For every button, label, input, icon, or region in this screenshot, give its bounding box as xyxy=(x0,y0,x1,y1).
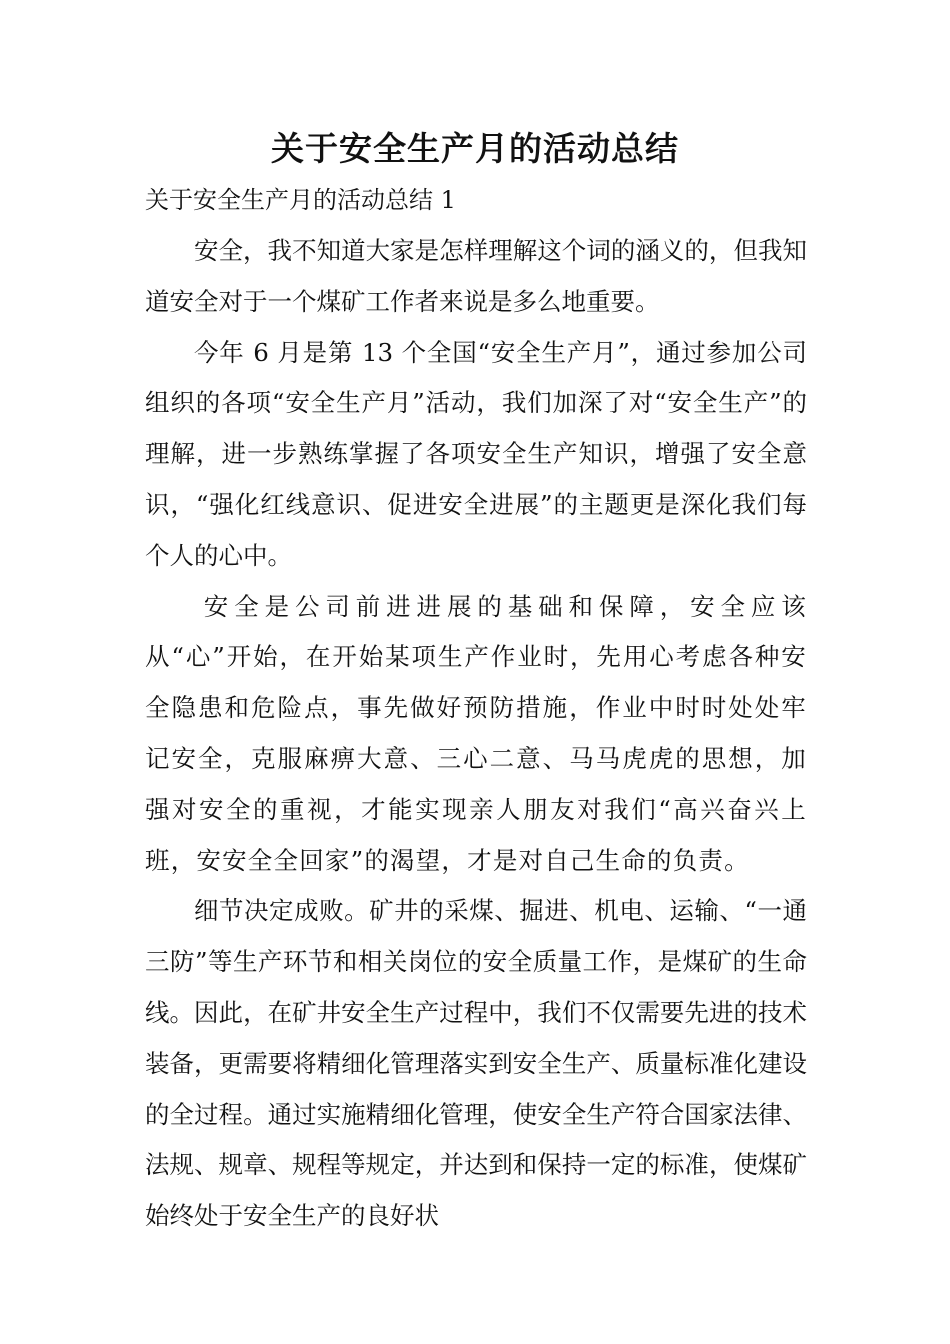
paragraph-2: 今年 6 月是第 13 个全国“安全生产月”，通过参加公司组织的各项“安全生产月”活动，我们加深了对“安全生产”的理解，进一步熟练掌握了各项安全生产知识，增强了安全意识，“强化红线意识、促进安全进展”的主题更是深化我们每个人的心中。 xyxy=(145,337,807,570)
paragraph-3: 安全是公司前进进展的基础和保障，安全应该从“心”开始，在开始某项生产作业时，先用心考虑各种安全隐患和危险点，事先做好预防措施，作业中时时处处牢记安全，克服麻痹大意、三心二意、马马虎虎的思想，加强对安全的重视，才能实现亲人朋友对我们“高兴奋兴上班，安安全全回家”的渴望，才是对自己生命的负责。 xyxy=(145,591,807,875)
paragraph-1: 安全，我不知道大家是怎样理解这个词的涵义的，但我知道安全对于一个煤矿工作者来说是多么地重要。 xyxy=(145,236,807,316)
section-heading: 关于安全生产月的活动总结 1 xyxy=(145,186,456,214)
paragraph-4: 细节决定成败。矿井的采煤、掘进、机电、运输、“一通三防”等生产环节和相关岗位的安全质量工作，是煤矿的生命线。因此，在矿井安全生产过程中，我们不仅需要先进的技术装备，更需要将精细化管理落实到安全生产、质量标准化建设的全过程。通过实施精细化管理，使安全生产符合国家法律、法规、规章、规程等规定，并达到和保持一定的标准，使煤矿始终处于安全生产的良好状 xyxy=(145,896,807,1231)
document-title: 关于安全生产月的活动总结 xyxy=(271,129,679,168)
document-body xyxy=(145,226,807,1242)
